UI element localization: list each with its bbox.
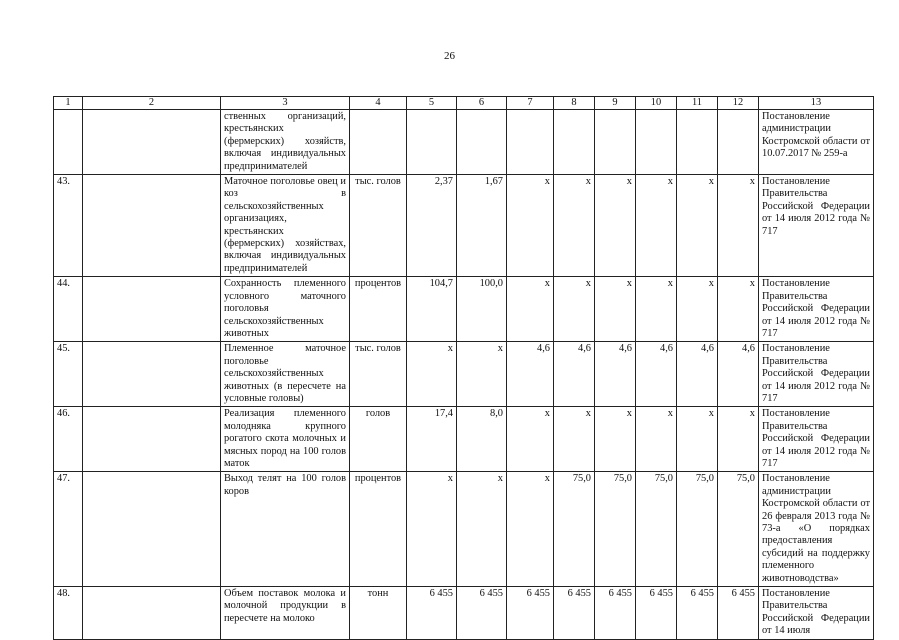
value-cell <box>595 110 636 175</box>
unit-cell: тыс. голов <box>350 342 407 407</box>
header-cell: 4 <box>350 97 407 110</box>
value-cell: x <box>407 472 457 587</box>
value-cell: 75,0 <box>718 472 759 587</box>
source-document: Постановление администрации Костромской области от 10.07.2017 № 259-а <box>759 110 874 175</box>
source-document: Постановление Правительства Российской Федерации от 14 июля <box>759 587 874 640</box>
table-row <box>54 342 874 407</box>
table-row <box>54 277 874 342</box>
value-cell: x <box>636 175 677 277</box>
header-cell: 7 <box>507 97 554 110</box>
table-row <box>54 110 874 175</box>
table-row <box>54 587 874 640</box>
value-cell: 6 455 <box>595 587 636 640</box>
value-cell: 6 455 <box>507 587 554 640</box>
source-document: Постановление администрации Костромской области от 26 февраля 2013 года № 73-а «О порядках предоставления субсидий на поддержку племенного животноводства» <box>759 472 874 587</box>
indicator-name: Выход телят на 100 голов коров <box>221 472 350 587</box>
value-cell: 75,0 <box>554 472 595 587</box>
indicator-name: Маточное поголовье овец и коз в сельскохозяйственных организациях, крестьянских (фермерских) хозяйствах, включая индивидуальных предпринимателей <box>221 175 350 277</box>
value-cell: 6 455 <box>554 587 595 640</box>
value-cell: x <box>554 407 595 472</box>
value-cell: 4,6 <box>554 342 595 407</box>
value-cell: x <box>718 407 759 472</box>
row-number <box>54 110 83 175</box>
value-cell <box>457 110 507 175</box>
value-cell: 4,6 <box>595 342 636 407</box>
row-number: 47. <box>54 472 83 587</box>
value-cell: 6 455 <box>718 587 759 640</box>
table-row <box>54 472 874 587</box>
value-cell: 75,0 <box>677 472 718 587</box>
value-cell: x <box>718 175 759 277</box>
header-cell: 2 <box>83 97 221 110</box>
header-cell: 11 <box>677 97 718 110</box>
value-cell: 75,0 <box>595 472 636 587</box>
value-cell: 8,0 <box>457 407 507 472</box>
header-cell: 10 <box>636 97 677 110</box>
value-cell: 2,37 <box>407 175 457 277</box>
source-document: Постановление Правительства Российской Федерации от 14 июля 2012 года № 717 <box>759 277 874 342</box>
indicators-table <box>53 96 874 640</box>
unit-cell: процентов <box>350 472 407 587</box>
row-col2 <box>83 342 221 407</box>
value-cell: x <box>457 342 507 407</box>
table-header-row <box>54 97 874 110</box>
row-col2 <box>83 587 221 640</box>
unit-cell: процентов <box>350 277 407 342</box>
unit-cell <box>350 110 407 175</box>
value-cell: 4,6 <box>677 342 718 407</box>
value-cell: x <box>407 342 457 407</box>
row-col2 <box>83 277 221 342</box>
value-cell: 4,6 <box>636 342 677 407</box>
value-cell: x <box>718 277 759 342</box>
value-cell: x <box>595 277 636 342</box>
source-document: Постановление Правительства Российской Федерации от 14 июля 2012 года № 717 <box>759 175 874 277</box>
value-cell: x <box>457 472 507 587</box>
row-number: 43. <box>54 175 83 277</box>
indicator-name: Племенное маточное поголовье сельскохозяйственных животных (в пересчете на условные головы) <box>221 342 350 407</box>
row-col2 <box>83 110 221 175</box>
value-cell: 6 455 <box>457 587 507 640</box>
value-cell: 17,4 <box>407 407 457 472</box>
row-col2 <box>83 175 221 277</box>
value-cell: x <box>595 175 636 277</box>
value-cell <box>554 110 595 175</box>
value-cell <box>718 110 759 175</box>
table-row <box>54 175 874 277</box>
value-cell: 4,6 <box>718 342 759 407</box>
value-cell: x <box>554 175 595 277</box>
value-cell: 75,0 <box>636 472 677 587</box>
value-cell: x <box>677 175 718 277</box>
row-number: 45. <box>54 342 83 407</box>
row-number: 48. <box>54 587 83 640</box>
table-row <box>54 407 874 472</box>
value-cell: 104,7 <box>407 277 457 342</box>
indicator-name: Сохранность племенного условного маточного поголовья сельскохозяйственных животных <box>221 277 350 342</box>
value-cell: x <box>677 407 718 472</box>
value-cell: 1,67 <box>457 175 507 277</box>
value-cell: 100,0 <box>457 277 507 342</box>
page-number: 26 <box>444 50 455 62</box>
value-cell: x <box>507 407 554 472</box>
indicator-name: ственных организаций, крестьянских (фермерских) хозяйств, включая индивидуальных предпринимателей <box>221 110 350 175</box>
value-cell: x <box>507 175 554 277</box>
unit-cell: тыс. голов <box>350 175 407 277</box>
header-cell: 8 <box>554 97 595 110</box>
value-cell: x <box>636 277 677 342</box>
value-cell <box>677 110 718 175</box>
header-cell: 1 <box>54 97 83 110</box>
row-col2 <box>83 472 221 587</box>
value-cell: x <box>677 277 718 342</box>
unit-cell: тонн <box>350 587 407 640</box>
value-cell: x <box>595 407 636 472</box>
row-number: 44. <box>54 277 83 342</box>
header-cell: 9 <box>595 97 636 110</box>
value-cell: 6 455 <box>407 587 457 640</box>
header-cell: 6 <box>457 97 507 110</box>
row-col2 <box>83 407 221 472</box>
value-cell: x <box>554 277 595 342</box>
value-cell: x <box>507 472 554 587</box>
value-cell: x <box>507 277 554 342</box>
header-cell: 12 <box>718 97 759 110</box>
source-document: Постановление Правительства Российской Федерации от 14 июля 2012 года № 717 <box>759 407 874 472</box>
value-cell <box>507 110 554 175</box>
unit-cell: голов <box>350 407 407 472</box>
header-cell: 13 <box>759 97 874 110</box>
row-number: 46. <box>54 407 83 472</box>
header-cell: 3 <box>221 97 350 110</box>
value-cell: 6 455 <box>677 587 718 640</box>
indicator-name: Реализация племенного молодняка крупного рогатого скота молочных и мясных пород на 100 голов маток <box>221 407 350 472</box>
header-cell: 5 <box>407 97 457 110</box>
indicator-name: Объем поставок молока и молочной продукции в пересчете на молоко <box>221 587 350 640</box>
value-cell: 6 455 <box>636 587 677 640</box>
value-cell <box>636 110 677 175</box>
value-cell: 4,6 <box>507 342 554 407</box>
value-cell <box>407 110 457 175</box>
value-cell: x <box>636 407 677 472</box>
source-document: Постановление Правительства Российской Федерации от 14 июля 2012 года № 717 <box>759 342 874 407</box>
